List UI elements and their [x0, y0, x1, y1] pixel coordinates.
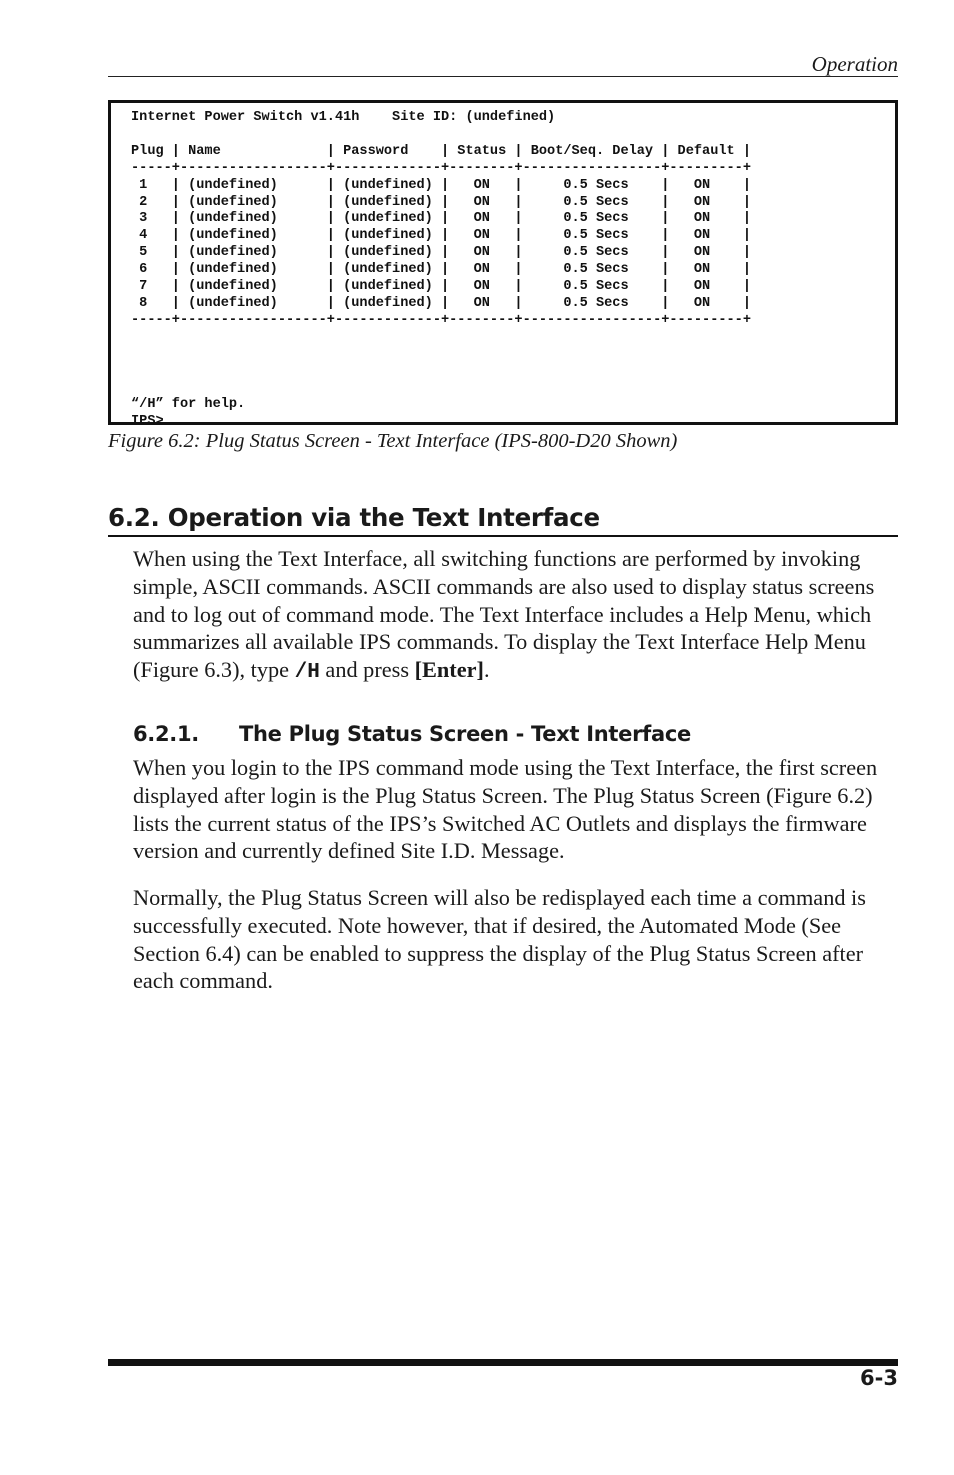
terminal-line: 8 | (undefined) | (undefined) | ON | 0.5 Secs | ON |: [131, 295, 751, 311]
terminal-screen-figure: [108, 100, 898, 430]
enter-key: [Enter]: [414, 657, 484, 683]
terminal-line: Plug | Name | Password | Status | Boot/Seq. Delay | Default |: [131, 143, 751, 159]
redisplay-paragraph: Normally, the Plug Status Screen will also be redisplayed each time a command is successfully executed. Note however, that if desired, the Automated Mode (See Section 6.4) can be enabled to suppress the display of the Plug Status Screen after each command.: [133, 885, 866, 994]
intro-paragraph: [133, 545, 903, 687]
terminal-text: [131, 110, 751, 431]
help-command: /H: [294, 661, 320, 685]
header-rule: [108, 76, 898, 77]
figure-caption: Figure 6.2: Plug Status Screen - Text Interface (IPS-800-D20 Shown): [108, 430, 678, 452]
running-head: Operation: [811, 52, 898, 76]
subsection-title: The Plug Status Screen - Text Interface: [239, 722, 691, 746]
terminal-line: 1 | (undefined) | (undefined) | ON | 0.5 Secs | ON |: [131, 177, 751, 193]
terminal-line: 2 | (undefined) | (undefined) | ON | 0.5 Secs | ON |: [131, 194, 751, 210]
subsection-heading: [133, 722, 903, 746]
intro-text-a: When using the Text Interface, all switching functions are performed by invoking simple, ASCII commands. ASCII commands are also used to display status screens and to log out of command mode. The Text Interface includes a Help Menu, which summarizes all available IPS commands. To display the Text Interface Help Menu (Figure 6.3), type: [133, 546, 875, 683]
terminal-line: 5 | (undefined) | (undefined) | ON | 0.5 Secs | ON |: [131, 245, 751, 261]
terminal-line: Internet Power Switch v1.41h Site ID: (undefined): [131, 110, 556, 125]
terminal-line: 4 | (undefined) | (undefined) | ON | 0.5 Secs | ON |: [131, 228, 751, 244]
terminal-line: 7 | (undefined) | (undefined) | ON | 0.5 Secs | ON |: [131, 279, 751, 295]
section-heading: 6.2. Operation via the Text Interface: [108, 503, 600, 532]
terminal-line: -----+------------------+-------------+--------+-----------------+---------+: [131, 312, 751, 328]
subsection-number: 6.2.1.: [133, 722, 199, 746]
terminal-line: 3 | (undefined) | (undefined) | ON | 0.5 Secs | ON |: [131, 211, 751, 227]
intro-text-b: and press: [319, 657, 415, 683]
section-rule: [108, 535, 898, 537]
terminal-line: -----+------------------+-------------+--------+-----------------+---------+: [131, 160, 751, 176]
plug-status-paragraph: When you login to the IPS command mode using the Text Interface, the first screen displayed after login is the Plug Status Screen. The Plug Status Screen (Figure 6.2) lists the current status of the IPS’s Switched AC Outlets and displays the firmware version and currently defined Site I.D. Message.: [133, 755, 878, 864]
page-number: 6-3: [860, 1366, 898, 1390]
terminal-line: “/H” for help.: [131, 397, 246, 413]
terminal-line: IPS>: [131, 414, 164, 430]
intro-text-c: .: [483, 657, 490, 683]
footer-rule: [108, 1359, 898, 1366]
terminal-line: 6 | (undefined) | (undefined) | ON | 0.5 Secs | ON |: [131, 262, 751, 278]
